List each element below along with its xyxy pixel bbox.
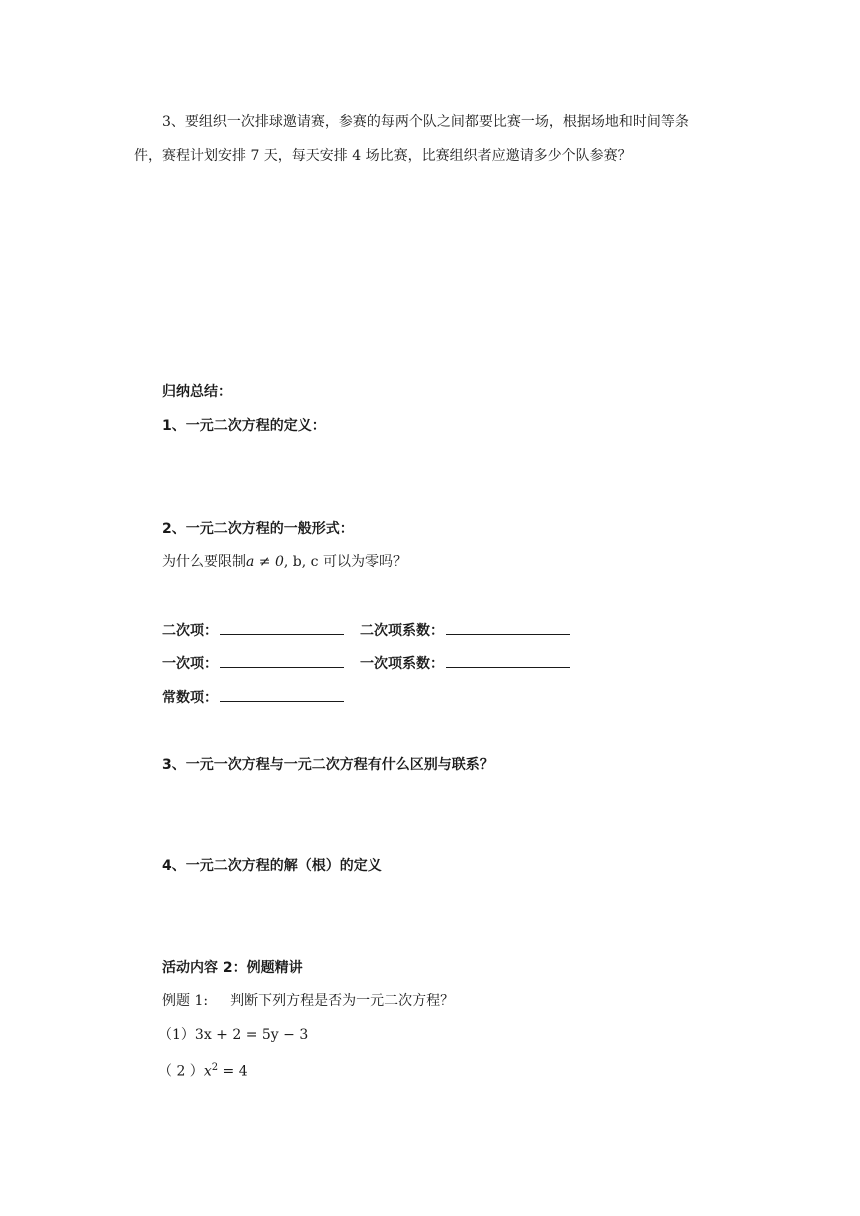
example-1-text: 判断下列方程是否为一元二次方程？ (230, 993, 455, 1009)
quadratic-coef-field (360, 620, 570, 641)
constant-term-blank[interactable] (220, 687, 344, 702)
quadratic-coef-blank[interactable] (446, 620, 570, 635)
example-1-label: 例题 1: (162, 993, 209, 1009)
equation-2-rest: = 4 (218, 1063, 248, 1080)
problem-3-line-1: 3、要组织一次排球邀请赛，参赛的每两个队之间都要比赛一场，根据场地和时间等条 (162, 114, 689, 130)
equation-1 (158, 1025, 308, 1045)
equation-2 (158, 1058, 248, 1082)
linear-coef-label: 一次项系数： (360, 656, 444, 672)
equation-1-label: （1） (158, 1027, 195, 1043)
summary-item-2: 2、一元二次方程的一般形式： (162, 521, 354, 537)
summary-item-3: 3、一元一次方程与一元二次方程有什么区别与联系？ (162, 757, 494, 773)
linear-coef-field (360, 653, 570, 674)
linear-term-field (162, 653, 344, 674)
equation-2-exponent: 2 (211, 1062, 219, 1073)
quadratic-coef-label: 二次项系数： (360, 623, 444, 639)
linear-term-blank[interactable] (220, 653, 344, 668)
equation-1-body: 3x + 2 = 5y − 3 (194, 1027, 309, 1043)
question-suffix: , b, c 可以为零吗？ (283, 554, 407, 570)
quadratic-term-label: 二次项： (162, 623, 218, 639)
quadratic-term-blank[interactable] (220, 620, 344, 635)
linear-term-label: 一次项： (162, 656, 218, 672)
constant-term-field (162, 687, 344, 708)
question-prefix: 为什么要限制 (162, 554, 246, 570)
activity-heading: 活动内容 2：例题精讲 (162, 960, 303, 976)
linear-coef-blank[interactable] (446, 653, 570, 668)
quadratic-term-field (162, 620, 344, 641)
summary-item-4: 4、一元二次方程的解（根）的定义 (162, 858, 382, 874)
constant-term-label: 常数项： (162, 690, 218, 706)
question-math: a ≠ 0 (246, 554, 284, 570)
equation-2-label: （ 2 ） (158, 1063, 204, 1080)
problem-3-line-2: 件，赛程计划安排 7 天，每天安排 4 场比赛，比赛组织者应邀请多少个队参赛？ (134, 148, 632, 164)
summary-heading: 归纳总结： (162, 384, 232, 400)
example-1 (162, 991, 454, 1011)
equation-2-base: x (203, 1063, 212, 1080)
restriction-question (162, 552, 407, 572)
summary-item-1: 1、一元二次方程的定义： (162, 418, 326, 434)
